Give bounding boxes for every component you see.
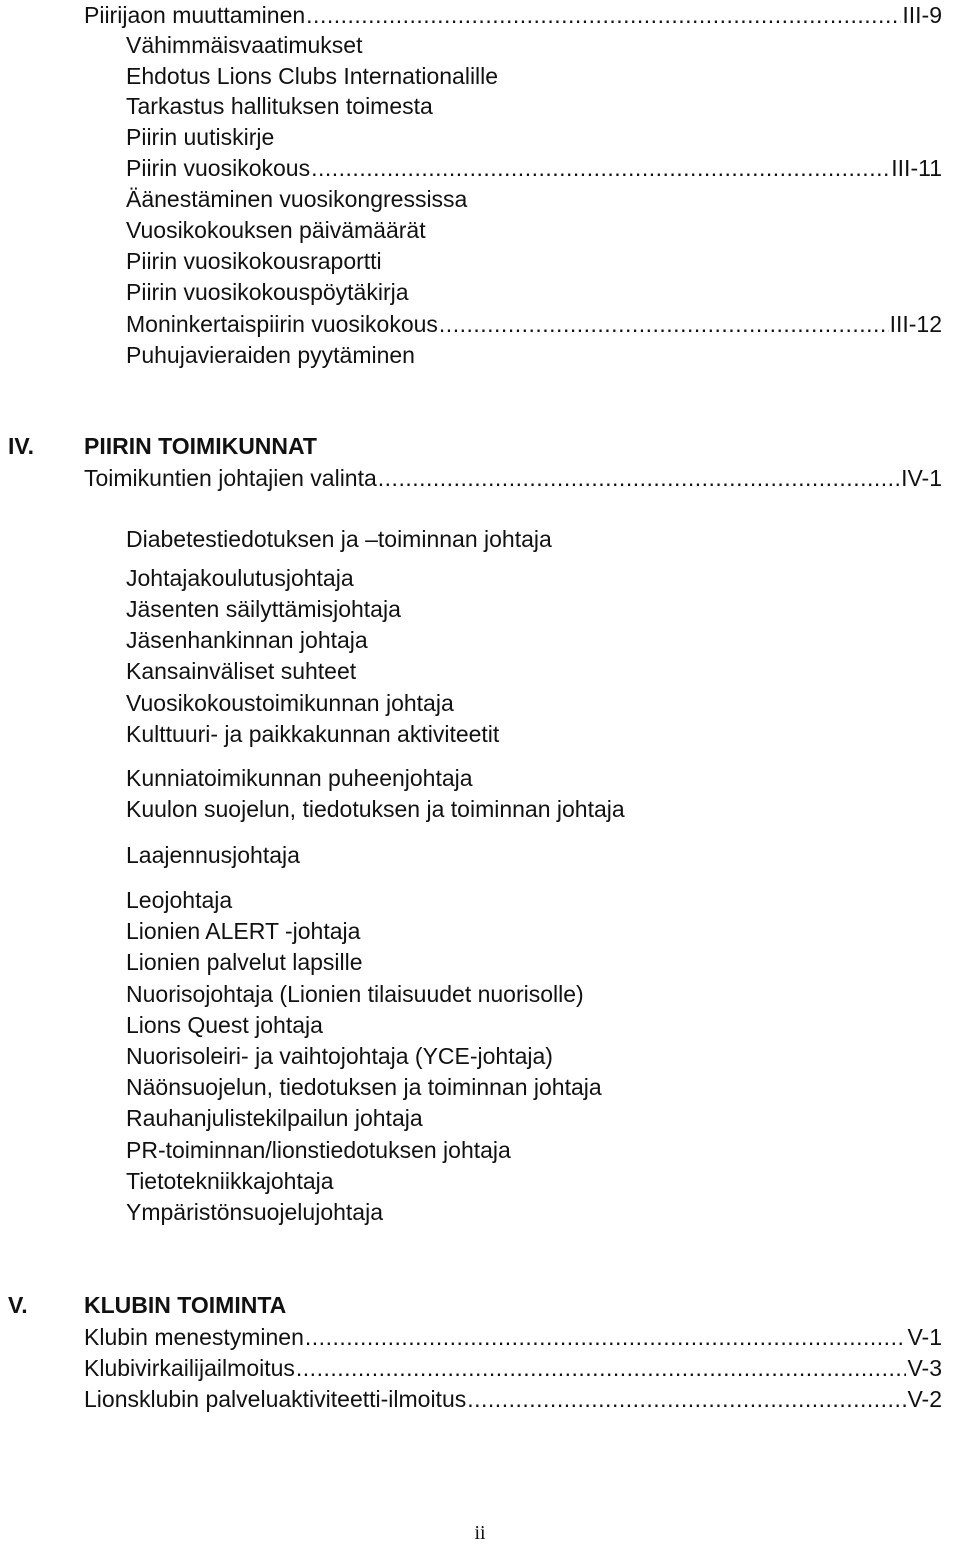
committee-item: Rauhanjulistekilpailun johtaja <box>126 1105 423 1131</box>
toc-subentry: Puhujavieraiden pyytäminen <box>126 342 415 368</box>
leader-dots <box>305 1322 907 1352</box>
committee-item: Ympäristönsuojelujohtaja <box>126 1199 383 1225</box>
toc-subentry: Piirin vuosikokouspöytäkirja <box>126 279 409 305</box>
committee-item: Leojohtaja <box>126 887 233 913</box>
toc-entry-title: Lionsklubin palveluaktiviteetti-ilmoitus <box>84 1386 467 1412</box>
toc-entry <box>84 1353 942 1383</box>
committee-item: Tietotekniikkajohtaja <box>126 1168 334 1194</box>
toc-entry-page: V-1 <box>907 1324 942 1350</box>
committee-item: Lions Quest johtaja <box>126 1012 323 1038</box>
toc-entry <box>84 463 942 493</box>
committee-item: Diabetestiedotuksen ja –toiminnan johtaja <box>126 526 552 552</box>
toc-entry-page: V-3 <box>907 1355 942 1381</box>
toc-entry-page: V-2 <box>907 1386 942 1412</box>
toc-subentry: Piirin uutiskirje <box>126 124 275 150</box>
committee-item: Lionien palvelut lapsille <box>126 949 363 975</box>
leader-dots <box>306 0 901 30</box>
committee-item: Kunniatoimikunnan puheenjohtaja <box>126 765 473 791</box>
toc-entry-title: Toimikuntien johtajien valinta <box>84 465 377 491</box>
committee-item: Kuulon suojelun, tiedotuksen ja toiminnan johtaja <box>126 796 625 822</box>
committee-item: Kansainväliset suhteet <box>126 658 357 684</box>
committee-item: Näönsuojelun, tiedotuksen ja toiminnan johtaja <box>126 1074 602 1100</box>
section-title: KLUBIN TOIMINTA <box>84 1292 287 1318</box>
toc-entry-title: Klubin menestyminen <box>84 1324 304 1350</box>
committee-item: Vuosikokoustoimikunnan johtaja <box>126 690 454 716</box>
committee-item: Lionien ALERT -johtaja <box>126 918 361 944</box>
toc-entry <box>84 1384 942 1414</box>
toc-subentry: Äänestäminen vuosikongressissa <box>126 186 468 212</box>
toc-entry <box>126 153 942 183</box>
toc-entry-title: Klubivirkailijailmoitus <box>84 1355 295 1381</box>
toc-entry <box>84 1322 942 1352</box>
committee-item: Kulttuuri- ja paikkakunnan aktiviteetit <box>126 721 500 747</box>
leader-dots <box>311 153 890 183</box>
leader-dots <box>378 463 900 493</box>
committee-item: Jäsenhankinnan johtaja <box>126 627 368 653</box>
toc-entry <box>126 309 942 339</box>
committee-item: Jäsenten säilyttämisjohtaja <box>126 596 401 622</box>
toc-entry-page: III-9 <box>902 2 942 28</box>
section-number: IV. <box>8 433 35 459</box>
leader-dots <box>296 1353 907 1383</box>
page-number: ii <box>474 1522 486 1544</box>
toc-entry-page: III-12 <box>889 311 942 337</box>
committee-item: PR-toiminnan/lionstiedotuksen johtaja <box>126 1137 511 1163</box>
section-number: V. <box>8 1292 28 1318</box>
toc-entry-title: Piirin vuosikokous <box>126 155 311 181</box>
leader-dots <box>467 1384 906 1414</box>
toc-entry <box>84 0 942 30</box>
committee-item: Johtajakoulutusjohtaja <box>126 565 354 591</box>
committee-item: Laajennusjohtaja <box>126 842 300 868</box>
toc-subentry: Ehdotus Lions Clubs Internationalille <box>126 63 499 89</box>
section-title: PIIRIN TOIMIKUNNAT <box>84 433 317 459</box>
committee-item: Nuorisojohtaja (Lionien tilaisuudet nuorisolle) <box>126 981 584 1007</box>
toc-subentry: Piirin vuosikokousraportti <box>126 248 382 274</box>
toc-subentry: Tarkastus hallituksen toimesta <box>126 93 433 119</box>
toc-entry-page: III-11 <box>891 155 942 181</box>
committee-item: Nuorisoleiri- ja vaihtojohtaja (YCE-johtaja) <box>126 1043 553 1069</box>
toc-entry-title: Moninkertaispiirin vuosikokous <box>126 311 438 337</box>
toc-subentry: Vähimmäisvaatimukset <box>126 32 363 58</box>
toc-entry-page: IV-1 <box>901 465 942 491</box>
leader-dots <box>439 309 889 339</box>
toc-subentry: Vuosikokouksen päivämäärät <box>126 217 426 243</box>
toc-entry-title: Piirijaon muuttaminen <box>84 2 306 28</box>
